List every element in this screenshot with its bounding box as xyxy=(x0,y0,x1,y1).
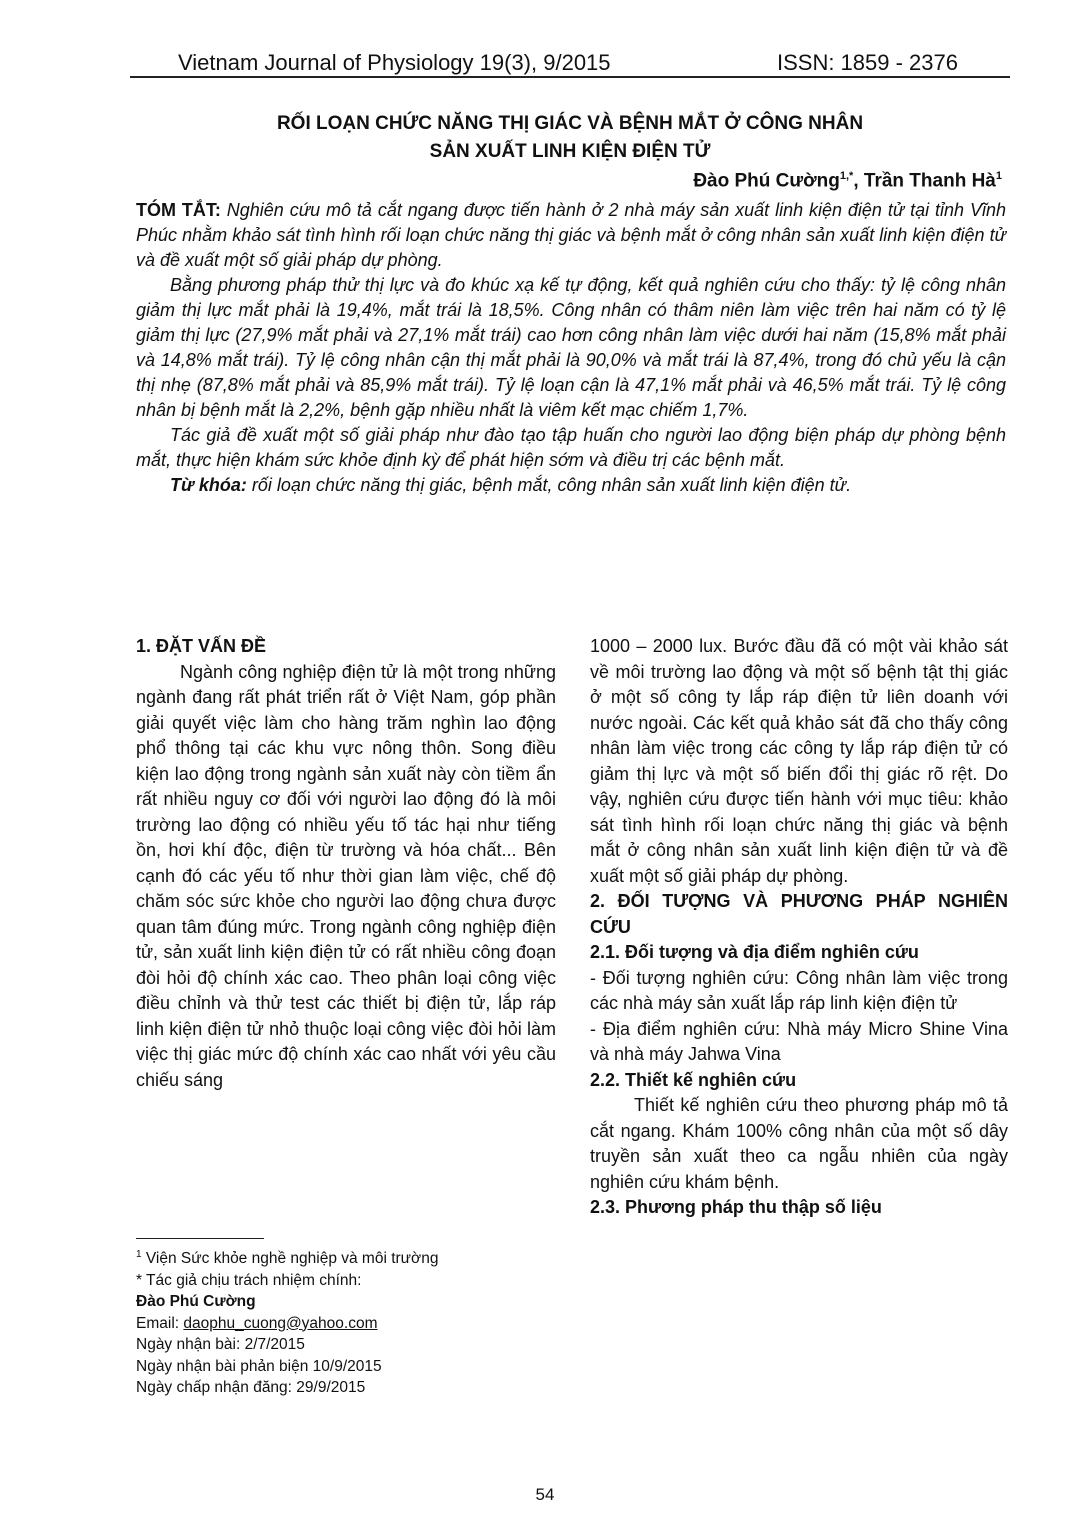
running-header xyxy=(130,44,1010,78)
affiliation-text: Viện Sức khỏe nghề nghiệp và môi trường xyxy=(145,1250,439,1268)
footnote-email xyxy=(136,1313,556,1335)
subsection-2-1-item-2: - Địa điểm nghiên cứu: Nhà máy Micro Shine Vina và nhà máy Jahwa Vina xyxy=(590,1018,1008,1064)
abstract-paragraph-2: Bằng phương pháp thử thị lực và đo khúc xạ kế tự động, kết quả nghiên cứu cho thấy: tỷ lệ công nhân giảm thị lực mắt phải là 19,4%, mắt trái là 18,5%. Công nhân có thâm niên làm việc trên hai năm có tỷ lệ giảm thị lực (27,9% mắt phải và 27,1% mắt trái) cao hơn công nhân làm việc dưới hai năm (15,8% mắt phải và 14,8% mắt trái). Tỷ lệ công nhân cận thị mắt phải là 90,0% và mắt trái là 87,4%, trong đó chủ yếu là cận thị nhẹ (87,8% mắt phải và 85,9% mắt trái). Tỷ lệ loạn cận là 47,1% mắt phải và 46,5% mắt trái. Tỷ lệ công nhân bị bệnh mắt là 2,2%, bệnh gặp nhiều nhất là viêm kết mạc chiếm 1,7%. xyxy=(136,275,1006,420)
abstract-paragraph-3: Tác giả đề xuất một số giải pháp như đào tạo tập huấn cho người lao động biện pháp dự phòng bệnh mắt, thực hiện khám sức khỏe định kỳ để phát hiện sớm và điều trị các bệnh mắt. xyxy=(136,425,1006,470)
author-1-affiliation: 1,* xyxy=(839,170,854,182)
abstract-paragraph-1 xyxy=(136,198,1006,273)
subsection-2-3-heading: 2.3. Phương pháp thu thập số liệu xyxy=(590,1197,882,1217)
email-link[interactable]: daophu_cuong@yahoo.com xyxy=(183,1314,378,1332)
section-1-heading: 1. ĐẶT VẤN ĐỀ xyxy=(136,636,267,656)
journal-name: Vietnam Journal of Physiology 19(3), 9/2015 xyxy=(178,50,611,75)
keywords xyxy=(136,473,1006,498)
author-2-affiliation: 1 xyxy=(995,170,1002,182)
affiliation-marker: 1 xyxy=(136,1249,142,1260)
issn: ISSN: 1859 - 2376 xyxy=(776,50,958,75)
footnote-accepted: Ngày chấp nhận đăng: 29/9/2015 xyxy=(136,1379,366,1397)
abstract-text-1: Nghiên cứu mô tả cắt ngang được tiến hành ở 2 nhà máy sản xuất linh kiện điện tử tại tỉnh Vĩnh Phúc nhằm khảo sát tình hình rối loạn chức năng thị giác và bệnh mắt ở công nhân sản xuất linh kiện điện tử và đề xuất một số giải pháp dự phòng. xyxy=(136,200,1006,270)
keywords-text: rối loạn chức năng thị giác, bệnh mắt, công nhân sản xuất linh kiện điện tử. xyxy=(251,475,852,495)
abstract xyxy=(136,198,1006,498)
author-separator: , xyxy=(853,170,864,192)
right-column xyxy=(590,634,1008,1221)
page-number: 54 xyxy=(535,1485,555,1504)
author-1: Đào Phú Cường xyxy=(693,170,840,192)
author-2: Trần Thanh Hà xyxy=(863,170,996,192)
footnote-reviewed: Ngày nhận bài phản biện 10/9/2015 xyxy=(136,1357,382,1375)
left-column xyxy=(136,634,556,1093)
footnote-received: Ngày nhận bài: 2/7/2015 xyxy=(136,1336,305,1354)
section-2-heading: 2. ĐỐI TƯỢNG VÀ PHƯƠNG PHÁP NGHIÊN CỨU xyxy=(590,891,1008,937)
footnotes xyxy=(136,1244,556,1399)
section-1-continuation: 1000 – 2000 lux. Bước đầu đã có một vài khảo sát về môi trường lao động và một số bệnh tật thị giác ở một số công ty lắp ráp điện tử liên doanh với nước ngoài. Các kết quả khảo sát đã cho thấy công nhân làm việc trong các công ty lắp ráp điện tử có giảm thị lực và một số biến đổi thị giác rõ rệt. Do vậy, nghiên cứu được tiến hành với mục tiêu: khảo sát tình hình rối loạn chức năng thị giác và bệnh mắt ở công nhân sản xuất linh kiện điện tử và đề xuất một số giải pháp dự phòng. xyxy=(590,636,1008,886)
abstract-label: TÓM TẮT: xyxy=(136,200,221,220)
subsection-2-1-heading: 2.1. Đối tượng và địa điểm nghiên cứu xyxy=(590,942,919,962)
footnote-corresponding: * Tác giả chịu trách nhiệm chính: xyxy=(136,1271,362,1289)
section-1-text: Ngành công nghiệp điện tử là một trong những ngành đang rất phát triển rất ở Việt Nam, góp phần giải quyết việc làm cho hàng trăm nghìn lao động phổ thông tại các khu vực nông thôn. Song điều kiện lao động trong ngành sản xuất này còn tiềm ẩn rất nhiều nguy cơ đối với người lao động đó là môi trường lao động có nhiều yếu tố tác hại như tiếng ồn, hơi khí độc, điện từ trường và hóa chất... Bên cạnh đó các yếu tố như thời gian làm việc, chế độ chăm sóc sức khỏe cho người lao động chưa được quan tâm đúng mức. Trong ngành công nghiệp điện tử, sản xuất linh kiện điện tử có rất nhiều công đoạn đòi hỏi độ chính xác cao. Theo phân loại công việc điều chỉnh và thử test các thiết bị điện tử, lắp ráp linh kiện điện tử nhỏ thuộc loại công việc đòi hỏi làm việc thị giác mức độ chính xác cao nhất với yêu cầu chiếu sáng xyxy=(136,661,556,1090)
email-label: Email: xyxy=(136,1314,184,1332)
subsection-2-1-item-1: - Đối tượng nghiên cứu: Công nhân làm việc trong các nhà máy sản xuất lắp ráp linh kiện điện tử xyxy=(590,967,1008,1013)
paper-title xyxy=(130,110,1010,166)
footnote-corresponding-name: Đào Phú Cường xyxy=(136,1293,256,1311)
title-line-1: RỐI LOẠN CHỨC NĂNG THỊ GIÁC VÀ BỆNH MẮT Ở CÔNG NHÂN xyxy=(276,113,864,134)
keywords-label: Từ khóa: xyxy=(170,475,247,495)
footnote-divider xyxy=(136,1238,264,1239)
author-list xyxy=(693,170,1002,192)
footnote-affiliation xyxy=(136,1244,556,1270)
subsection-2-2-text: Thiết kế nghiên cứu theo phương pháp mô tả cắt ngang. Khám 100% công nhân của một số dây truyền sản xuất theo ca ngẫu nhiên của ngày nghiên cứu khám bệnh. xyxy=(590,1095,1008,1192)
title-line-2: SẢN XUẤT LINH KIỆN ĐIỆN TỬ xyxy=(429,141,711,162)
subsection-2-2-heading: 2.2. Thiết kế nghiên cứu xyxy=(590,1069,797,1090)
